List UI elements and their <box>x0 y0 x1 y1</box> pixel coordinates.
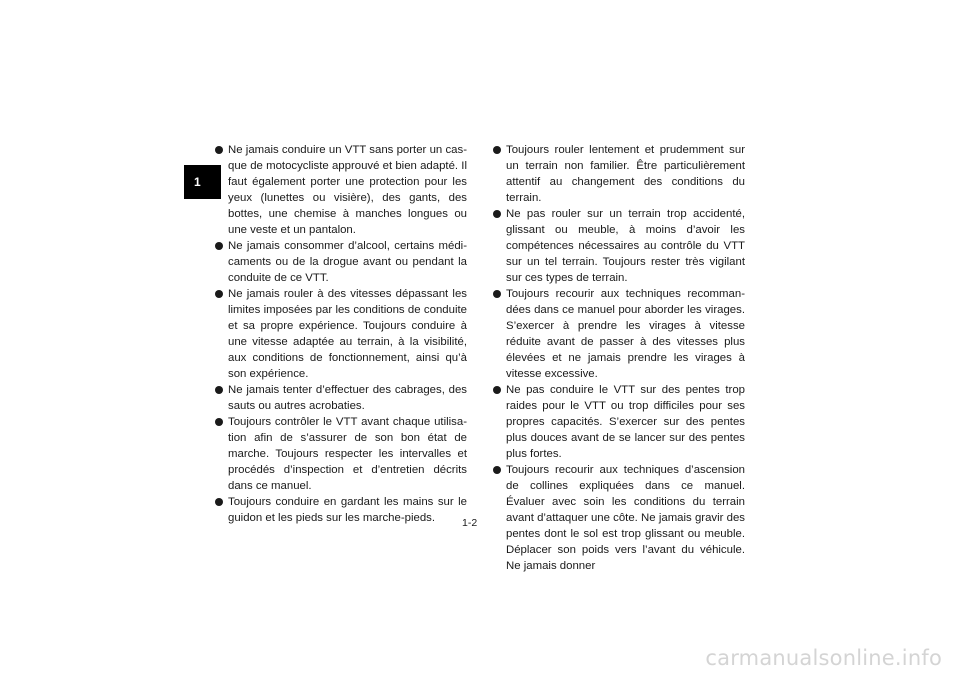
bullet-item <box>214 382 467 414</box>
bullet-dot-icon <box>493 210 501 218</box>
bullet-text: Toujours contrôler le VTT avant chaque utilisation afin de s’assurer de son bon état de marche. Toujours respecter les intervalles et procédés d’inspection et d’entretien décrits dans ce manuel. <box>228 416 467 492</box>
bullet-text: Ne jamais conduire un VTT sans porter un casque de motocycliste approuvé et bien adapté. Il faut également porter une protection pour les yeux (lunettes ou visière), des gants, des bottes, une chemise à manches longues ou une veste et un pantalon. <box>228 144 467 236</box>
bullet-item <box>214 142 467 238</box>
bullet-dot-icon <box>215 290 223 298</box>
bullet-dot-icon <box>493 466 501 474</box>
bullet-text: Ne jamais rouler à des vitesses dépassant les limites imposées par les conditions de conduite et sa propre expérience. Toujours conduire à une vitesse adaptée au terrain, à la visibilité, aux conditions de fonctionnement, ainsi qu’à son expérience. <box>228 288 467 380</box>
bullet-text: Ne jamais tenter d’effectuer des cabrages, des sauts ou autres acrobaties. <box>228 384 467 412</box>
bullet-dot-icon <box>215 146 223 154</box>
bullet-item <box>492 382 745 462</box>
bullet-dot-icon <box>215 498 223 506</box>
right-column <box>492 142 745 574</box>
bullet-text: Ne pas rouler sur un terrain trop accidenté, glissant ou meuble, à moins d’avoir les compétences nécessaires au contrôle du VTT sur un tel terrain. Toujours rester très vigilant sur ces types de terrain. <box>506 208 745 284</box>
bullet-text: Ne pas conduire le VTT sur des pentes trop raides pour le VTT ou trop difficiles pour ses propres capacités. S’exercer sur des pentes plus douces avant de se lancer sur des pentes plus fortes. <box>506 384 745 460</box>
bullet-dot-icon <box>215 418 223 426</box>
bullet-text: Toujours recourir aux techniques recommandées dans ce manuel pour aborder les virages. S’exercer à prendre les virages à vitesse réduite avant de passer à des vitesses plus élevées et ne jamais prendre les virages à vitesse excessive. <box>506 288 745 380</box>
watermark: carmanualsonline.info <box>705 646 942 670</box>
right-bullet-list <box>492 142 745 574</box>
bullet-text: Ne jamais consommer d’alcool, certains médicaments ou de la drogue avant ou pendant la conduite de ce VTT. <box>228 240 467 284</box>
bullet-item <box>492 286 745 382</box>
bullet-dot-icon <box>215 386 223 394</box>
bullet-dot-icon <box>493 290 501 298</box>
bullet-dot-icon <box>493 146 501 154</box>
bullet-item <box>492 142 745 206</box>
bullet-text: Toujours rouler lentement et prudemment sur un terrain non familier. Être particulièrement attentif au changement des conditions du terrain. <box>506 144 745 204</box>
bullet-dot-icon <box>215 242 223 250</box>
bullet-dot-icon <box>493 386 501 394</box>
left-bullet-list <box>214 142 467 526</box>
left-column <box>214 142 467 526</box>
bullet-item <box>214 414 467 494</box>
bullet-item <box>214 238 467 286</box>
page-number: 1-2 <box>462 517 478 529</box>
bullet-item <box>214 286 467 382</box>
bullet-item <box>214 494 467 526</box>
bullet-item <box>492 206 745 286</box>
bullet-text: Toujours recourir aux techniques d’ascension de collines expliquées dans ce manuel. Évaluer avec soin les conditions du terrain avant d’attaquer une côte. Ne jamais gravir des pentes dont le sol est trop glissant ou meuble. Déplacer son poids vers l’avant du véhicule. Ne jamais donner <box>506 464 745 572</box>
bullet-item <box>492 462 745 574</box>
chapter-tab: 1 <box>184 165 221 199</box>
bullet-text: Toujours conduire en gardant les mains sur le guidon et les pieds sur les marche-pieds. <box>228 496 467 524</box>
